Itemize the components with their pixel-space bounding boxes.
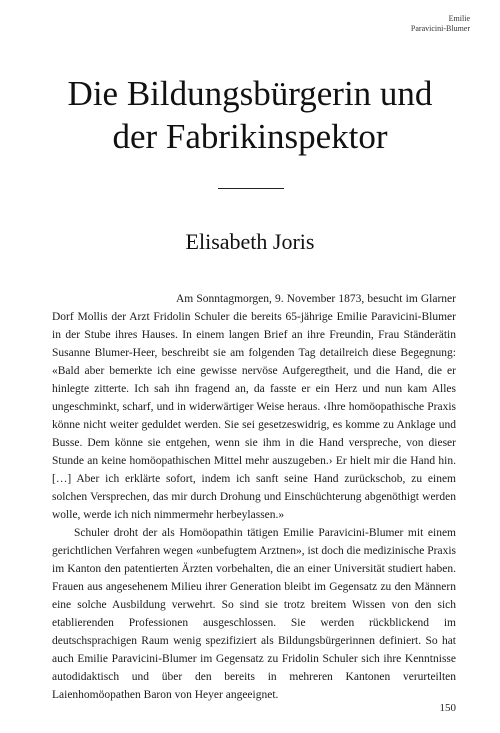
paragraph-2: Schuler droht der als Homöopathin tätigen Emilie Paravicini-Blumer mit einem gerichtlichen Verfahren wegen «unbefugtem Arztnen», ist doch die medizinische Praxis im Kanton den patentierten Ärzten vorbehalten, die an einer Universität studiert haben. Frauen aus angesehenem Milieu ihrer Generation bleibt im Gegensatz zu den Männern eine solche Ausbildung verwehrt. So sind sie trotz breitem Wissen von den sich etablierenden Professionen ausgeschlossen. Sie werden rückblickend im deutschsprachigen Raum wenig spezifiziert als Bildungsbürgerinnen definiert. So hat auch Emilie Paravicini-Blumer im Gegensatz zu Fridolin Schuler sich ihre Kenntnisse autodidaktisch und über den bereits in mehreren Kantonen verurteilten Laienhomöopathen Baron von Heyer angeeignet. xyxy=(52,527,456,701)
title-divider xyxy=(218,188,284,189)
running-head-line-2: Paravicini-Blumer xyxy=(410,24,470,33)
body-text xyxy=(52,290,456,704)
paragraph-1: Am Sonntagmorgen, 9. November 1873, besucht im Glarner Dorf Mollis der Arzt Fridolin Schuler die bereits 65-jährige Emilie Paravicini-Blumer in der Stube ihres Hauses. In einem langen Brief an ihre Freundin, Frau Ständerätin Susanne Blumer-Heer, beschreibt sie am folgenden Tag detailreich diese Begegnung: «Bald aber bemerkte ich eine gewisse nervöse Aufgeregtheit, und die Hand, die er hinlegte zitterte. Ich sah ihn fragend an, da fasste er ein Herz und nun kam Alles ungeschminkt, scharf, und in widerwärtiger Weise heraus. ‹Ihre homöopathische Praxis könne nicht weiter geduldet werden. Sie sei gesetzeswidrig, es komme zu Anklage und Busse. Dem könne sie entgehen, wenn sie ihm in die Hand verspreche, von dieser Stunde an keine homöopathischen Mittel mehr auszugeben.› Er hielt mir die Hand hin. […] Aber ich erklärte sofort, indem ich sanft seine Hand zurückschob, zu einem solchen Versprechen, das mir durch Drohung und Einschüchterung abgenöthigt werden wolle, werde ich nich nimmermehr herbeylassen.» xyxy=(52,293,456,521)
chapter-title-line-1: Die Bildungsbürgerin und xyxy=(67,74,433,113)
chapter-title-line-2: der Fabrikinspektor xyxy=(112,117,388,156)
chapter-title xyxy=(40,72,460,158)
running-head xyxy=(411,14,470,34)
author-name: Elisabeth Joris xyxy=(185,229,315,254)
page-number: 150 xyxy=(439,702,456,714)
running-head-line-1: Emilie xyxy=(448,14,470,23)
